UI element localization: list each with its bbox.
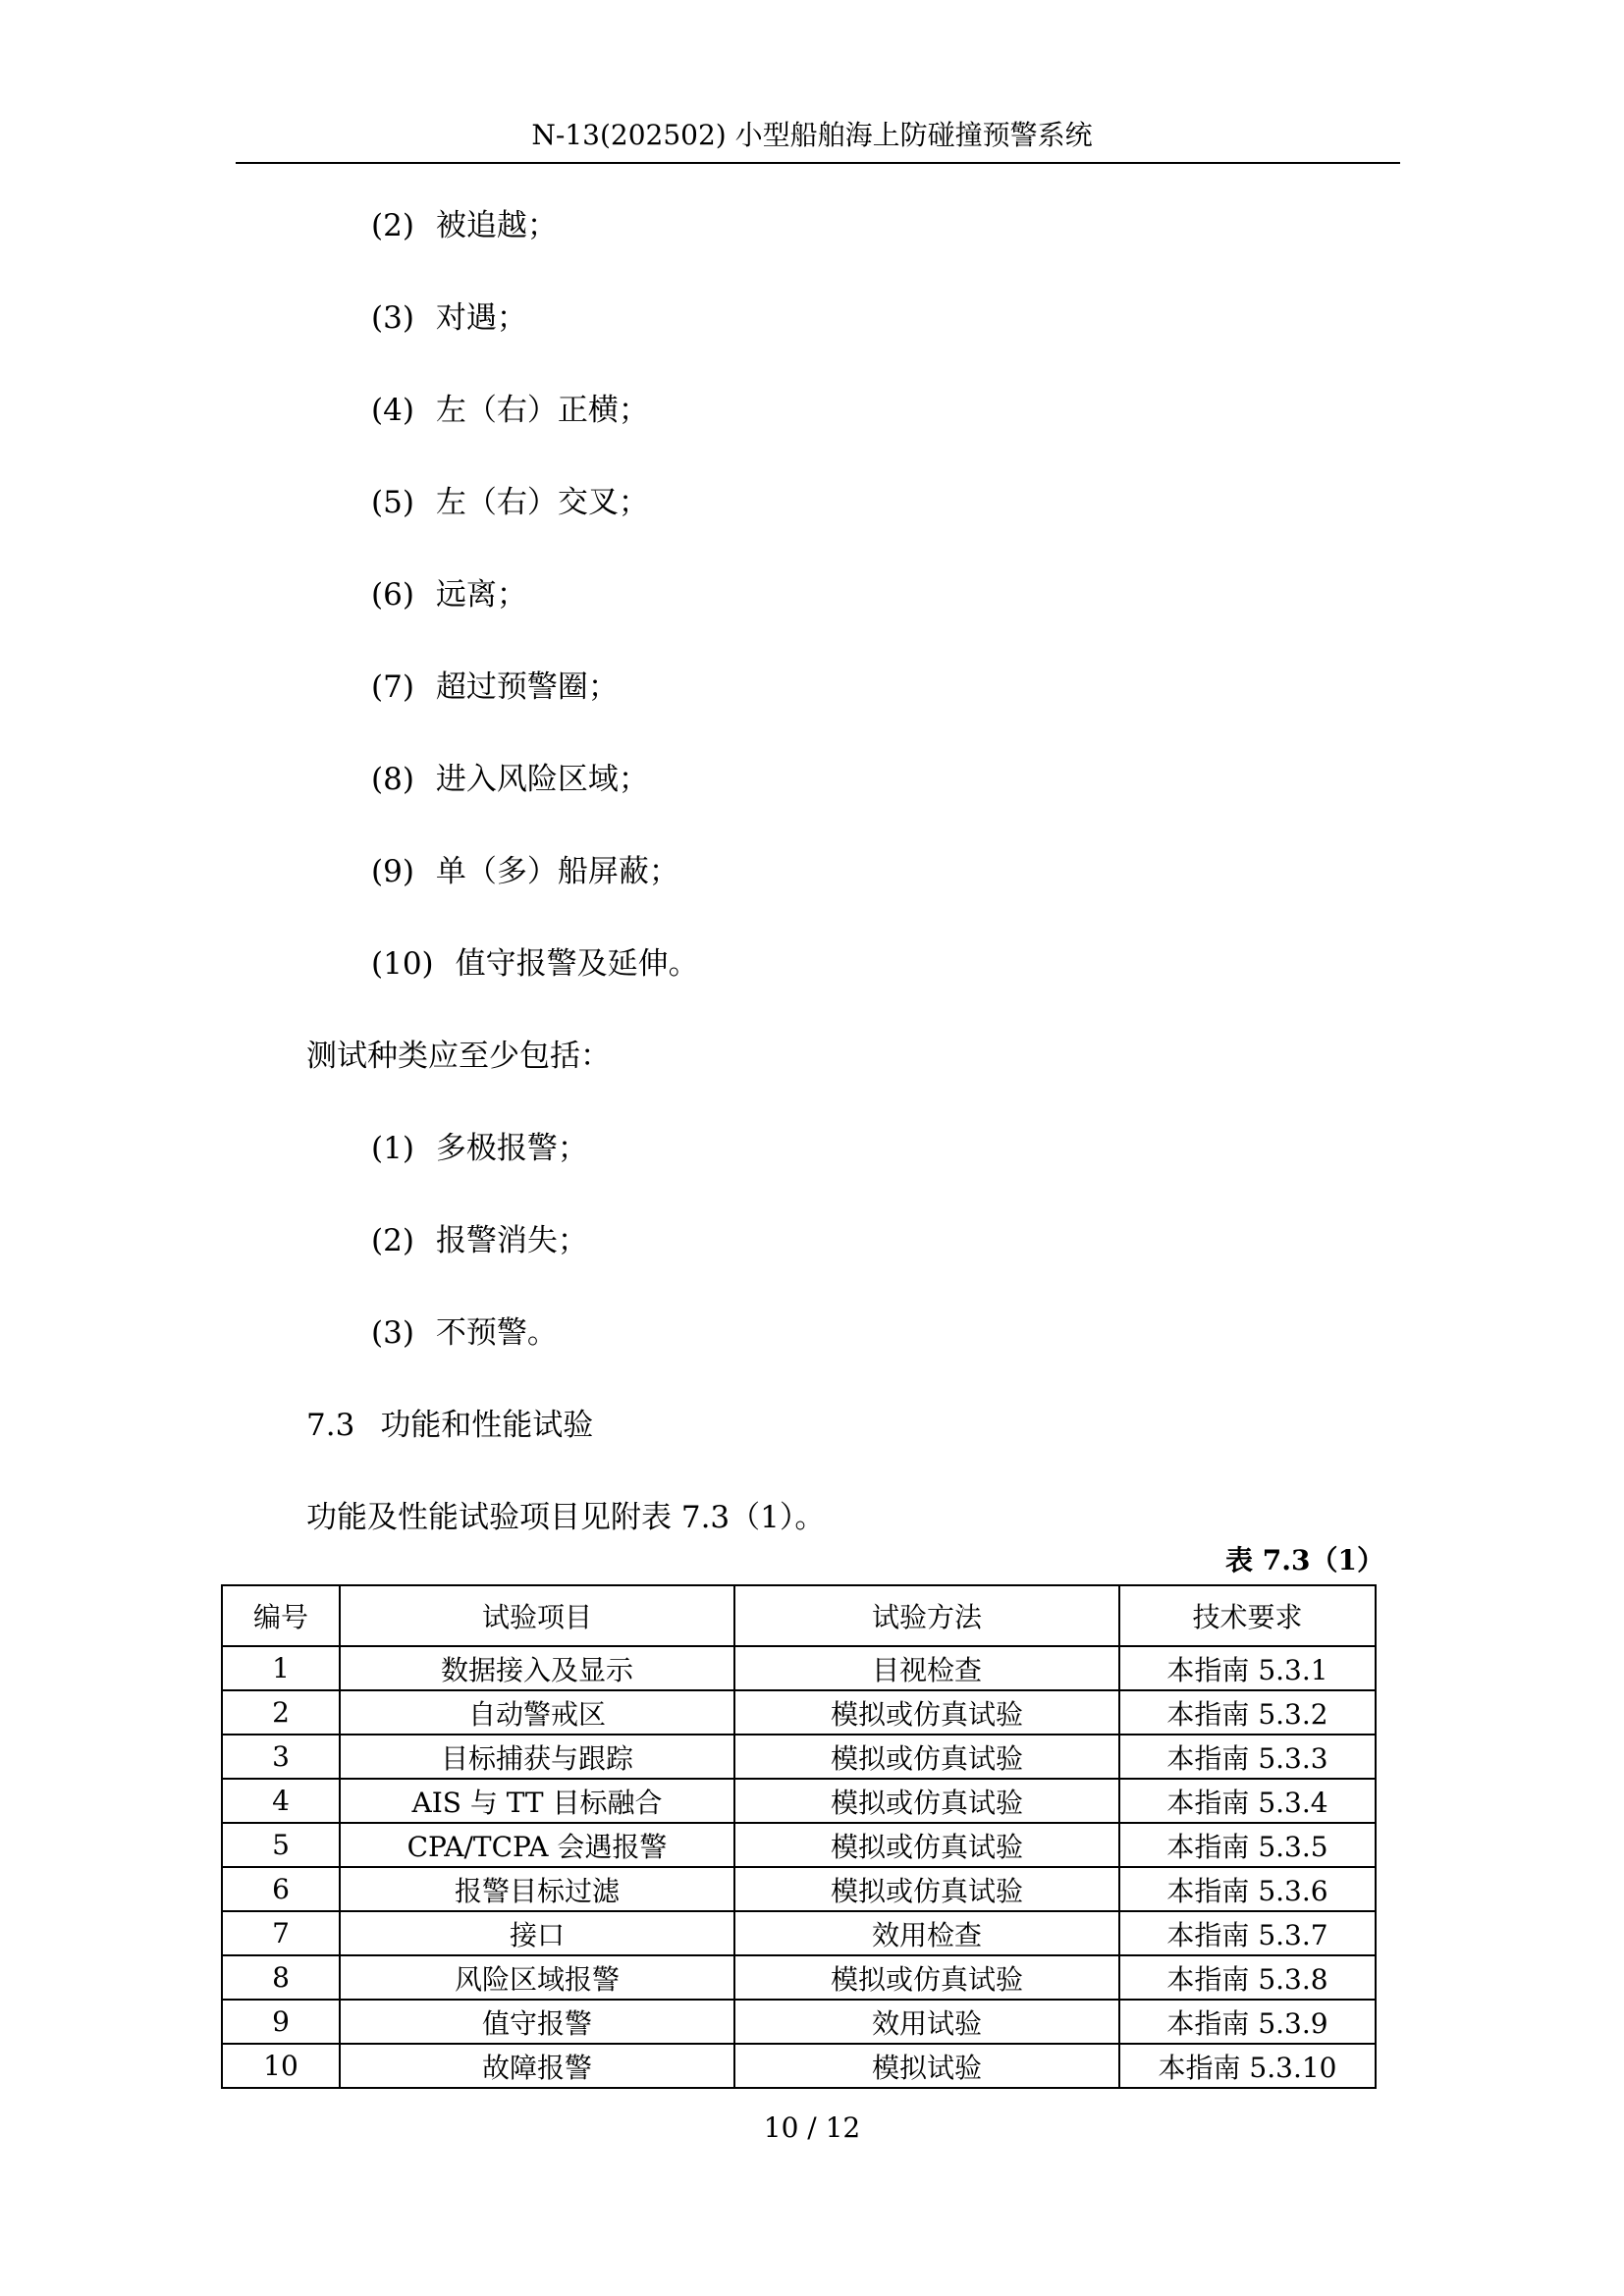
table-cell: 模拟或仿真试验 bbox=[734, 1823, 1119, 1867]
table-cell: 模拟或仿真试验 bbox=[734, 1690, 1119, 1735]
table-cell: 效用试验 bbox=[734, 2000, 1119, 2044]
column-header: 试验项目 bbox=[340, 1585, 734, 1646]
table-cell: 本指南 5.3.2 bbox=[1119, 1690, 1376, 1735]
header-rule bbox=[236, 162, 1400, 164]
list-item-number: (7) bbox=[371, 669, 414, 705]
table-cell: 自动警戒区 bbox=[340, 1690, 734, 1735]
table-row bbox=[222, 1823, 1376, 1867]
list-item-text: 值守报警及延伸。 bbox=[455, 946, 699, 982]
list-item-number: (6) bbox=[371, 577, 414, 613]
list-item-number: (9) bbox=[371, 854, 414, 889]
table-cell: 3 bbox=[222, 1735, 340, 1779]
table-cell: CPA/TCPA 会遇报警 bbox=[340, 1823, 734, 1867]
column-header: 技术要求 bbox=[1119, 1585, 1376, 1646]
list-item bbox=[371, 206, 558, 245]
table-cell: AIS 与 TT 目标融合 bbox=[340, 1779, 734, 1823]
table-cell: 4 bbox=[222, 1779, 340, 1823]
test-items-table bbox=[221, 1584, 1377, 2089]
table-cell: 1 bbox=[222, 1646, 340, 1690]
list-item-text: 不预警。 bbox=[435, 1315, 558, 1351]
list-item bbox=[371, 944, 699, 984]
table-row bbox=[222, 1779, 1376, 1823]
section-title: 功能和性能试验 bbox=[380, 1408, 594, 1443]
table-cell: 模拟或仿真试验 bbox=[734, 1867, 1119, 1911]
table-cell: 值守报警 bbox=[340, 2000, 734, 2044]
table-cell: 风险区域报警 bbox=[340, 1955, 734, 2000]
list-item-number: (3) bbox=[371, 1315, 414, 1351]
table-cell: 9 bbox=[222, 2000, 340, 2044]
table-cell: 模拟或仿真试验 bbox=[734, 1735, 1119, 1779]
section-number: 7.3 bbox=[306, 1408, 355, 1443]
test-types-intro: 测试种类应至少包括： bbox=[306, 1039, 611, 1074]
table-cell: 模拟试验 bbox=[734, 2044, 1119, 2088]
table-row bbox=[222, 1646, 1376, 1690]
table-cell: 本指南 5.3.7 bbox=[1119, 1911, 1376, 1955]
table-caption: 表 7.3（1） bbox=[1225, 1544, 1384, 1576]
list-item-text: 单（多）船屏蔽； bbox=[435, 854, 679, 889]
table-cell: 2 bbox=[222, 1690, 340, 1735]
list-item-text: 多极报警； bbox=[435, 1131, 588, 1166]
list-item bbox=[371, 575, 527, 614]
page-number: 10 / 12 bbox=[763, 2111, 861, 2144]
table-row bbox=[222, 1690, 1376, 1735]
list-item bbox=[371, 667, 619, 707]
list-item bbox=[371, 1313, 558, 1353]
table-cell: 本指南 5.3.6 bbox=[1119, 1867, 1376, 1911]
table-cell: 8 bbox=[222, 1955, 340, 2000]
table-cell: 7 bbox=[222, 1911, 340, 1955]
list-item bbox=[371, 391, 649, 430]
table-cell: 故障报警 bbox=[340, 2044, 734, 2088]
table-cell: 接口 bbox=[340, 1911, 734, 1955]
list-item bbox=[371, 1221, 588, 1260]
table-cell: 本指南 5.3.8 bbox=[1119, 1955, 1376, 2000]
list-item-text: 对遇； bbox=[435, 300, 527, 336]
list-item-text: 左（右）正横； bbox=[435, 393, 649, 428]
list-item-number: (5) bbox=[371, 485, 414, 520]
list-item-number: (10) bbox=[371, 946, 434, 982]
list-item-number: (8) bbox=[371, 762, 414, 797]
list-item-text: 左（右）交叉； bbox=[435, 485, 649, 520]
table-cell: 10 bbox=[222, 2044, 340, 2088]
list-item bbox=[371, 852, 679, 891]
table-cell: 本指南 5.3.9 bbox=[1119, 2000, 1376, 2044]
list-item bbox=[371, 483, 649, 522]
list-item-text: 远离； bbox=[435, 577, 527, 613]
table-row bbox=[222, 1735, 1376, 1779]
column-header: 试验方法 bbox=[734, 1585, 1119, 1646]
list-item-number: (3) bbox=[371, 300, 414, 336]
section-paragraph: 功能及性能试验项目见附表 7.3（1）。 bbox=[306, 1500, 826, 1535]
table-header-row bbox=[222, 1585, 1376, 1646]
table-cell: 效用检查 bbox=[734, 1911, 1119, 1955]
table-cell: 目视检查 bbox=[734, 1646, 1119, 1690]
table-cell: 本指南 5.3.5 bbox=[1119, 1823, 1376, 1867]
list-item-number: (2) bbox=[371, 1223, 414, 1258]
list-item-text: 进入风险区域； bbox=[435, 762, 649, 797]
table-row bbox=[222, 1867, 1376, 1911]
list-item-number: (4) bbox=[371, 393, 414, 428]
table-cell: 目标捕获与跟踪 bbox=[340, 1735, 734, 1779]
table-cell: 模拟或仿真试验 bbox=[734, 1779, 1119, 1823]
section-heading bbox=[306, 1406, 593, 1445]
table-cell: 6 bbox=[222, 1867, 340, 1911]
list-item bbox=[371, 298, 527, 338]
list-item-text: 报警消失； bbox=[435, 1223, 588, 1258]
page-header: N-13(202502) 小型船舶海上防碰撞预警系统 bbox=[531, 119, 1093, 151]
list-item-text: 被追越； bbox=[435, 208, 558, 243]
table-row bbox=[222, 2044, 1376, 2088]
list-item bbox=[371, 1129, 588, 1168]
column-header: 编号 bbox=[222, 1585, 340, 1646]
table-cell: 5 bbox=[222, 1823, 340, 1867]
list-item-text: 超过预警圈； bbox=[435, 669, 619, 705]
table-cell: 报警目标过滤 bbox=[340, 1867, 734, 1911]
table-cell: 数据接入及显示 bbox=[340, 1646, 734, 1690]
table-cell: 本指南 5.3.1 bbox=[1119, 1646, 1376, 1690]
table-row bbox=[222, 2000, 1376, 2044]
table-cell: 模拟或仿真试验 bbox=[734, 1955, 1119, 2000]
table-row bbox=[222, 1911, 1376, 1955]
table-cell: 本指南 5.3.3 bbox=[1119, 1735, 1376, 1779]
list-item-number: (1) bbox=[371, 1131, 414, 1166]
table-cell: 本指南 5.3.4 bbox=[1119, 1779, 1376, 1823]
table-cell: 本指南 5.3.10 bbox=[1119, 2044, 1376, 2088]
list-item bbox=[371, 760, 649, 799]
table-row bbox=[222, 1955, 1376, 2000]
list-item-number: (2) bbox=[371, 208, 414, 243]
